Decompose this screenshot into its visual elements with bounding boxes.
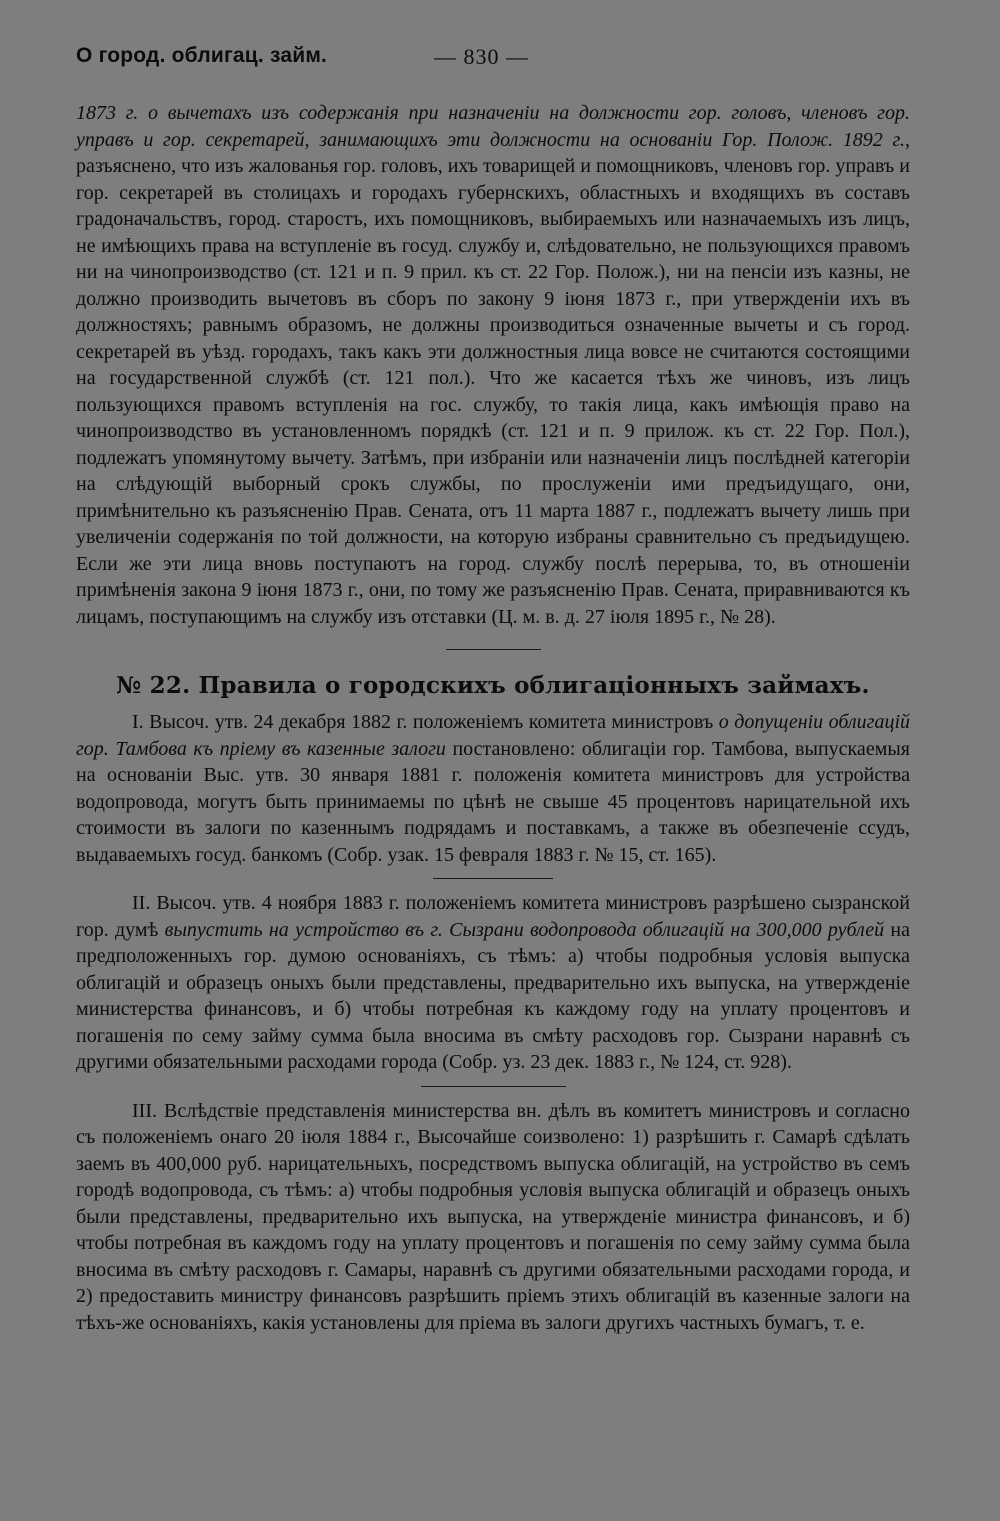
page-number: — 830 —	[434, 44, 529, 69]
page-header	[76, 44, 920, 76]
running-head: О город. облигац. займ.	[76, 44, 328, 67]
paragraph-text: постановлено: облигаціи гор. Тамбова, выпускаемыя на основаніи Выс. утв. 30 января 1881 г. положенія комитета министровъ для устройства водопровода, могутъ быть принимаемы по цѣнѣ не свыше 45 процентовъ нарицательной ихъ стоимости въ залоги по казеннымъ подрядамъ и поставкамъ, а также въ обезпеченіе ссудъ, выдаваемыхъ госуд. банкомъ (Собр. узак. 15 февраля 1883 г. № 15, ст. 165).	[76, 737, 910, 866]
paragraph-continuation	[76, 100, 910, 630]
section-title: № 22. Правила о городскихъ облигаціонныхъ займахъ.	[116, 672, 870, 699]
italic-phrase: 1873 г. о вычетахъ изъ содержанія при назначеніи на должности гор. головъ, членовъ гор. управъ и гор. секретарей, занимающихъ эти должности на основаніи Гор. Полож. 1892 г.	[76, 102, 910, 151]
paragraph-text: , разъяснено, что изъ жалованья гор. головъ, ихъ товарищей и помощниковъ, членовъ гор. управъ и гор. секретарей въ столицахъ и городахъ губернскихъ, областныхъ и входящихъ въ составъ градоначальствъ, город. старостъ, ихъ помощниковъ, выбираемыхъ или назначаемыхъ изъ лицъ, не имѣющихъ права на вступленіе въ госуд. службу и, слѣдовательно, не пользующихся правомъ ни на чинопроизводство (ст. 121 и п. 9 прил. къ ст. 22 Гор. Полож.), ни на пенсіи изъ казны, не должно производить вычетовъ въ сборъ по закону 9 іюня 1873 г., при утвержденіи ихъ въ должностяхъ; равнымъ образомъ, не должны производиться означенные вычеты и съ город. секретарей въ уѣзд. городахъ, такъ какъ эти должностныя лица вовсе не считаются состоящими на государственной службѣ (ст. 121 пол.). Что же касается тѣхъ же чиновъ, изъ лицъ пользующихся правомъ вступленія на гос. службу, то такія лица, какъ имѣющія право на чинопроизводство въ установленномъ порядкѣ (ст. 121 и п. 9 прилож. къ ст. 22 Гор. Пол.), подлежатъ упомянутому вычету. Затѣмъ, при избраніи или назначеніи лицъ послѣдней категоріи на слѣдующій выборный срокъ службы, по прослуженіи ими предъидущаго, они, примѣнительно къ разъясненію Прав. Сената, отъ 11 марта 1887 г., подлежатъ вычету лишь при увеличеніи содержанія по той должности, на которую избраны сравнительно съ предъидущею. Если же эти лица вновь поступаютъ на город. службу послѣ перерыва, то, въ отношеніи примѣненія закона 9 іюня 1873 г., они, по тому же разъясненію Прав. Сената, приравниваются къ лицамъ, поступающимъ на службу изъ отставки (Ц. м. в. д. 27 іюля 1895 г., № 28).	[76, 128, 910, 628]
paragraph-text: II. Высоч. утв. 4 ноября 1883 г. положеніемъ комитета министровъ разрѣшено сызранской гор. думѣ	[76, 892, 910, 941]
paragraph-section-iii: III. Вслѣдствіе представленія министерства вн. дѣлъ въ комитетъ министровъ и согласно съ положеніемъ онаго 20 іюля 1884 г., Высочайше соизволено: 1) разрѣшить г. Самарѣ сдѣлать заемъ въ 400,000 руб. нарицательныхъ, посредствомъ выпуска облигацій, на устройство въ семъ городѣ водопровода, съ тѣмъ: а) чтобы подробныя условія выпуска облигацій и образецъ оныхъ были представлены, предварительно ихъ выпуска, на утвержденіе министра финансовъ, и б) чтобы потребная въ каждомъ году на уплату процентовъ и погашенія по сему займу сумма была вносима въ смѣту расходовъ г. Самары, наравнѣ съ другими обязательными расходами города, и 2) предоставить министру финансовъ разрѣшить пріемъ этихъ облигацій въ казенные залоги на тѣхъ-же основаніяхъ, какія установлены для пріема въ залоги другихъ частныхъ бумагъ, т. е.	[76, 1099, 910, 1334]
paragraph-text: I. Высоч. утв. 24 декабря 1882 г. положеніемъ комитета министровъ	[132, 711, 719, 733]
divider	[433, 878, 553, 879]
paragraph-section-ii	[76, 890, 910, 1076]
page-body	[76, 100, 910, 1336]
paragraph-text: на предположенныхъ гор. думою основаніяхъ, съ тѣмъ: а) чтобы подробныя условія выпуска облигацій и образецъ оныхъ были представлены, предварительно ихъ выпуска, на утвержденіе министерства финансовъ, и б) чтобы потребная къ каждому году на уплату процентовъ и погашенія по сему займу сумма была вносима въ смѣту расходовъ гор. Сызрани наравнѣ съ другими обязательными расходами города (Собр. уз. 23 дек. 1883 г., № 124, ст. 928).	[76, 918, 910, 1073]
italic-phrase: выпустить на устройство въ г. Сызрани водопровода облигацій на 300,000 рублей	[164, 918, 885, 941]
paragraph-section-i	[76, 709, 910, 868]
divider	[446, 649, 541, 650]
divider	[421, 1086, 566, 1087]
italic-phrase: о допущеніи облигацій гор. Тамбова къ пріему въ казенные залоги	[76, 711, 911, 760]
